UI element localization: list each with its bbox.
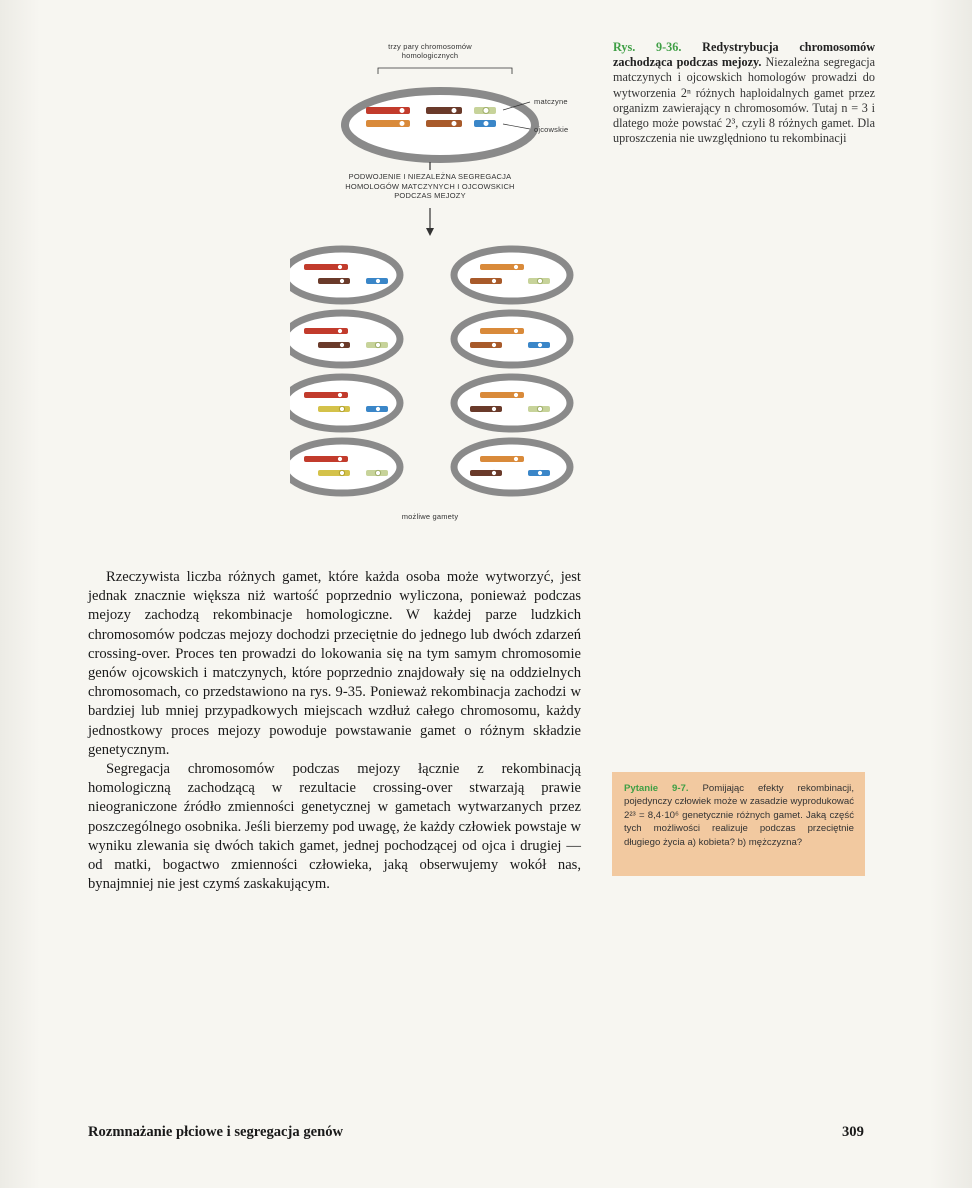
question-label: Pytanie 9-7.	[624, 783, 689, 794]
gamete-cells	[290, 249, 570, 493]
body-text	[88, 568, 581, 894]
caption-figure-title: Redystrybucja chromosomów zachodząca podczas mejozy.	[613, 40, 875, 70]
gamete-cell	[290, 313, 400, 365]
top-bracket	[378, 68, 512, 74]
figure-caption	[613, 40, 875, 146]
paragraph: Segregacja chromosomów podczas mejozy łącznie z rekombinacją homologiczną zachodzącą w rezultacie crossing-over stwarzają prawie nieograniczone źródło zmienności genetycznej w gametach wytwarzanych przez poszczególnego osobnika. Jeśli bierzemy pod uwagę, że każdy człowiek powstaje w wyniku zlewania się dwóch takich gamet, jednej pochodzącej od ojca i drugiej — od matki, bogactwo zmienności człowieka, jaką obserwujemy wokół nas, bynajmniej nie jest czymś zaskakującym.	[88, 761, 581, 893]
page-number: 309	[842, 1124, 864, 1140]
figure-label-paternal: ojcowskie	[534, 125, 569, 134]
gamete-cell	[454, 377, 570, 429]
gamete-cell	[290, 441, 400, 493]
figure-svg	[290, 38, 600, 528]
gamete-cell	[290, 249, 400, 301]
meiosis-figure	[290, 38, 600, 528]
parent-paternal-chromosomes	[366, 120, 496, 127]
gamete-cell	[290, 377, 400, 429]
question-box	[612, 772, 865, 876]
gamete-cell	[454, 313, 570, 365]
figure-label-maternal: matczyne	[534, 97, 568, 106]
figure-label-process: PODWOJENIE I NIEZALEŻNA SEGREGACJA HOMOLOGÓW MATCZYNYCH I OJCOWSKICH PODCZAS MEJOZY	[345, 172, 515, 200]
caption-text: Niezależna segregacja matczynych i ojcowskich homologów prowadzi do wytworzenia 2ⁿ różnych haploidalnych gamet przez organizm zawierający n chromosomów. Tutaj n = 3 i dlatego może powstać 2³, czyli 8 różnych gamet. Dla uproszczenia nie uwzględniono tu rekombinacji	[613, 55, 876, 146]
chapter-title: Rozmnażanie płciowe i segregacja genów	[88, 1124, 344, 1140]
figure-label-gametes: możliwe gamety	[401, 512, 459, 521]
paragraph: Rzeczywista liczba różnych gamet, które każda osoba może wytworzyć, jest jednak znacznie większa niż wartość poprzednio wyliczona, ponieważ podczas mejozy zachodzą rekombinacje homologiczne. W każdej parze ludzkich chromosomów podczas mejozy dochodzi przeciętnie do jednego lub dwóch zdarzeń crossing-over. Proces ten prowadzi do lokowania się na tym samym chromosomie genów ojcowskich i matczynych, które poprzednio znajdowały się na oddzielnych chromosomach, co przedstawiono na rys. 9-35. Ponieważ rekombinacja zachodzi w bardziej lub mniej przypadkowych miejscach wzdłuż całego chromosomu, każdy jednostkowy proces mejozy powoduje powstawanie gamet o różnym składzie genetycznym.	[88, 569, 581, 758]
gamete-cell	[454, 441, 570, 493]
question-text: Pomijając efekty rekombinacji, pojedynczy człowiek może w zasadzie wyprodukować 2²³ = 8,4·10⁶ genetycznie różnych gamet. Jaką część tych możliwości realizuje podczas przeciętnie długiego życia a) kobieta? b) mężczyzna?	[624, 783, 854, 848]
gamete-cell	[454, 249, 570, 301]
parent-maternal-chromosomes	[366, 107, 496, 114]
figure-label-top: trzy pary chromosomów homologicznych	[388, 42, 472, 60]
caption-figure-number: Rys. 9-36.	[613, 40, 682, 54]
